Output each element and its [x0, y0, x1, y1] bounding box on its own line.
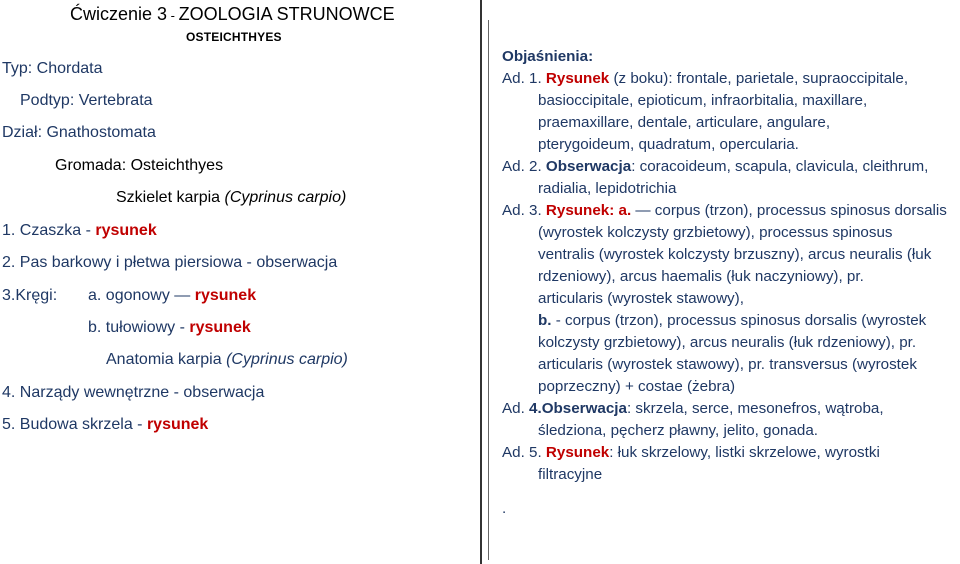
ad1-line4: pterygoideum, quadratum, opercularia.: [538, 136, 799, 153]
section-anatomia-label: Anatomia karpia: [106, 351, 227, 368]
ad5-number: 5.: [529, 444, 546, 461]
taxon-typ: Typ: Chordata: [2, 60, 103, 77]
list-item-1: [2, 222, 157, 240]
list-item-5-label: 5. Budowa skrzela -: [2, 416, 147, 433]
list-item-3a-label: a. ogonowy —: [88, 287, 195, 304]
list-item-3b-label: b. tułowiowy -: [88, 319, 190, 336]
trailing-dot: .: [502, 500, 507, 517]
list-item-1-task: rysunek: [95, 222, 157, 239]
ad3-task: Rysunek: a.: [545, 202, 632, 219]
taxon-dzial: Dział: Gnathostomata: [2, 124, 156, 141]
ad4-line2: śledziona, pęcherz pławny, jelito, gonada.: [538, 422, 819, 439]
page-title: [70, 4, 395, 25]
ad1-line1: [502, 68, 958, 90]
taxon-gromada: Gromada: Osteichthyes: [55, 157, 224, 174]
ad3b-line4: poprzeczny) + costae (żebra): [538, 378, 736, 395]
ad2-task: Obserwacja: [545, 158, 632, 175]
ad2-line2: radialia, lepidotrichia: [538, 180, 677, 197]
title-main: ZOOLOGIA STRUNOWCE: [178, 4, 395, 24]
list-item-3a-task: rysunek: [194, 287, 257, 304]
list-item-1-label: 1. Czaszka -: [2, 222, 96, 239]
ad3-line5: articularis (wyrostek stawowy),: [538, 290, 744, 307]
ad3-line3: ventralis (wyrostek kolczysty brzuszny), arcus neuralis (łuk: [538, 246, 932, 263]
title-separator: -: [167, 8, 179, 23]
ad3-line1: [502, 200, 958, 222]
ad3-text1: — corpus (trzon), processus spinosus dorsalis: [631, 202, 947, 219]
column-divider: [480, 0, 482, 564]
ad1-line3: praemaxillare, dentale, articulare, angulare,: [538, 114, 831, 131]
list-item-3b-task: rysunek: [189, 319, 251, 336]
list-item-3a: [88, 287, 256, 305]
ad3-label: Ad. 3.: [502, 202, 546, 219]
ad1-text1: (z boku): frontale, parietale, supraoccipitale,: [613, 70, 909, 87]
list-item-2: 2. Pas barkowy i płetwa piersiowa - obserwacja: [2, 254, 338, 271]
section-szkielet: [116, 189, 346, 207]
section-anatomia: [106, 351, 348, 369]
ad4-task: 4.Obserwacja: [529, 400, 627, 417]
ad5-text1: : łuk skrzelowy, listki skrzelowe, wyrostki: [609, 444, 880, 461]
list-item-5: [2, 416, 208, 434]
ad2-label: Ad. 2.: [502, 158, 546, 175]
list-item-3b: [88, 319, 251, 337]
ad1-task: Rysunek: [545, 70, 610, 87]
ad2-line1: [502, 156, 958, 178]
ad3b-line3: articularis (wyrostek stawowy), pr. transversus (wyrostek: [538, 356, 917, 373]
ad4-line1: [502, 398, 958, 420]
ad2-text1: : coracoideum, scapula, clavicula, cleithrum,: [631, 158, 929, 175]
ad3-line4: rdzeniowy), arcus haemalis (łuk naczyniowy), pr.: [538, 268, 864, 285]
ad4-label: Ad.: [502, 400, 530, 417]
ad5-line1: [502, 442, 958, 464]
ad4-text1: : skrzela, serce, mesonefros, wątroba,: [626, 400, 884, 417]
explanations-panel: [502, 46, 958, 486]
list-item-3-label: 3.Kręgi:: [2, 287, 58, 304]
ad5-label: Ad.: [502, 444, 530, 461]
title-prefix: Ćwiczenie 3: [70, 4, 168, 24]
ad3b-label: b.: [538, 312, 552, 329]
ad1-label: Ad. 1.: [502, 70, 546, 87]
list-item-5-task: rysunek: [146, 416, 209, 433]
ad5-line2: filtracyjne: [538, 466, 603, 483]
ad5-task: Rysunek: [545, 444, 610, 461]
explanations-heading: Objaśnienia:: [502, 48, 594, 65]
taxon-podtyp: Podtyp: Vertebrata: [20, 92, 153, 109]
ad3b-text1: - corpus (trzon), processus spinosus dorsalis (wyrostek: [551, 312, 927, 329]
ad3b-line2: kolczysty grzbietowy), arcus neuralis (łuk rdzeniowy), pr.: [538, 334, 917, 351]
section-szkielet-label: Szkielet karpia: [116, 189, 225, 206]
page-subtitle: OSTEICHTHYES: [186, 30, 282, 44]
ad1-line2: basioccipitale, epioticum, infraorbitalia, maxillare,: [538, 92, 868, 109]
ad3-line2: (wyrostek kolczysty grzbietowy), processus spinosus: [538, 224, 893, 241]
list-item-4: 4. Narządy wewnętrzne - obserwacja: [2, 384, 265, 401]
column-divider-inner: [488, 20, 489, 560]
section-anatomia-species: (Cyprinus carpio): [226, 351, 348, 368]
section-szkielet-species: (Cyprinus carpio): [224, 189, 347, 206]
ad3b-line1: [502, 310, 958, 332]
